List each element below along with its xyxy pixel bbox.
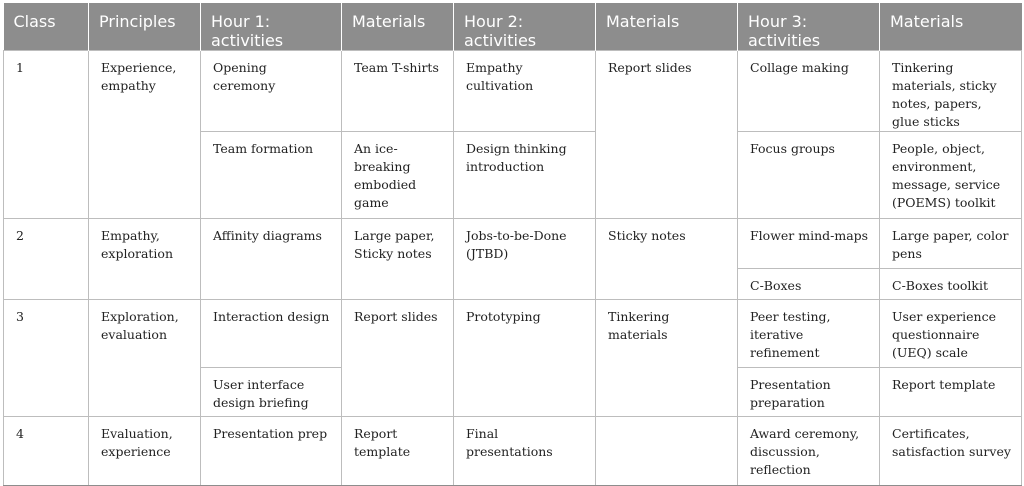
header-hour3-activities: Hour 3: activities: [738, 3, 880, 51]
header-hour2-activities: Hour 2: activities: [454, 3, 596, 51]
table-row: [4, 417, 1022, 486]
hour3-activity-cell: C-Boxes: [738, 269, 880, 300]
hour1-materials-cell: Large paper, Sticky notes: [342, 219, 454, 300]
hour1-materials-cell: An ice-breaking embodied game: [342, 132, 454, 219]
table-row: [4, 51, 1022, 132]
hour1-activity-cell: Team formation: [201, 132, 342, 219]
principles-cell: Experience, empathy: [89, 51, 201, 219]
hour2-activity-cell: Jobs-to-be-Done (JTBD): [454, 219, 596, 300]
hour3-materials-cell: User experience questionnaire (UEQ) scale: [880, 300, 1022, 368]
hour2-materials-cell: Tinkering materials: [596, 300, 738, 417]
hour3-activity-cell: Focus groups: [738, 132, 880, 219]
header-class: Class: [4, 3, 89, 51]
header-row: [4, 3, 1022, 51]
principles-cell: Evaluation, experience: [89, 417, 201, 486]
hour3-activity-cell: Award ceremony, discussion, reflection: [738, 417, 880, 486]
hour3-materials-cell: People, object, environment, message, service (POEMS) toolkit: [880, 132, 1022, 219]
hour1-activity-cell: User interface design briefing: [201, 368, 342, 417]
hour2-materials-cell: [596, 417, 738, 486]
hour2-activity-cell: Design thinking introduction: [454, 132, 596, 219]
table-row: [4, 300, 1022, 368]
hour3-materials-cell: Certificates, satisfaction survey: [880, 417, 1022, 486]
hour1-activity-cell: Affinity diagrams: [201, 219, 342, 300]
class-number: 3: [4, 300, 89, 417]
hour1-materials-cell: Team T-shirts: [342, 51, 454, 132]
hour2-materials-cell: Report slides: [596, 51, 738, 219]
class-number: 1: [4, 51, 89, 219]
curriculum-table: [3, 3, 1022, 486]
hour3-materials-cell: Large paper, color pens: [880, 219, 1022, 269]
hour2-materials-cell: Sticky notes: [596, 219, 738, 300]
hour1-activity-cell: Opening ceremony: [201, 51, 342, 132]
header-hour2-materials: Materials: [596, 3, 738, 51]
hour3-activity-cell: Flower mind-maps: [738, 219, 880, 269]
hour3-materials-cell: Report template: [880, 368, 1022, 417]
principles-cell: Exploration, evaluation: [89, 300, 201, 417]
header-principles: Principles: [89, 3, 201, 51]
hour1-activity-cell: Presentation prep: [201, 417, 342, 486]
hour3-activity-cell: Peer testing, iterative refinement: [738, 300, 880, 368]
header-hour1-activities: Hour 1: activities: [201, 3, 342, 51]
hour3-activity-cell: Presentation preparation: [738, 368, 880, 417]
table-row: [4, 219, 1022, 269]
hour3-materials-cell: Tinkering materials, sticky notes, papers, glue sticks: [880, 51, 1022, 132]
hour2-activity-cell: Final presentations: [454, 417, 596, 486]
class-number: 4: [4, 417, 89, 486]
hour1-materials-cell: Report template: [342, 417, 454, 486]
header-hour1-materials: Materials: [342, 3, 454, 51]
class-number: 2: [4, 219, 89, 300]
hour3-activity-cell: Collage making: [738, 51, 880, 132]
hour3-materials-cell: C-Boxes toolkit: [880, 269, 1022, 300]
principles-cell: Empathy, exploration: [89, 219, 201, 300]
header-hour3-materials: Materials: [880, 3, 1022, 51]
hour2-activity-cell: Prototyping: [454, 300, 596, 417]
hour2-activity-cell: Empathy cultivation: [454, 51, 596, 132]
hour1-activity-cell: Interaction design: [201, 300, 342, 368]
hour1-materials-cell: Report slides: [342, 300, 454, 417]
